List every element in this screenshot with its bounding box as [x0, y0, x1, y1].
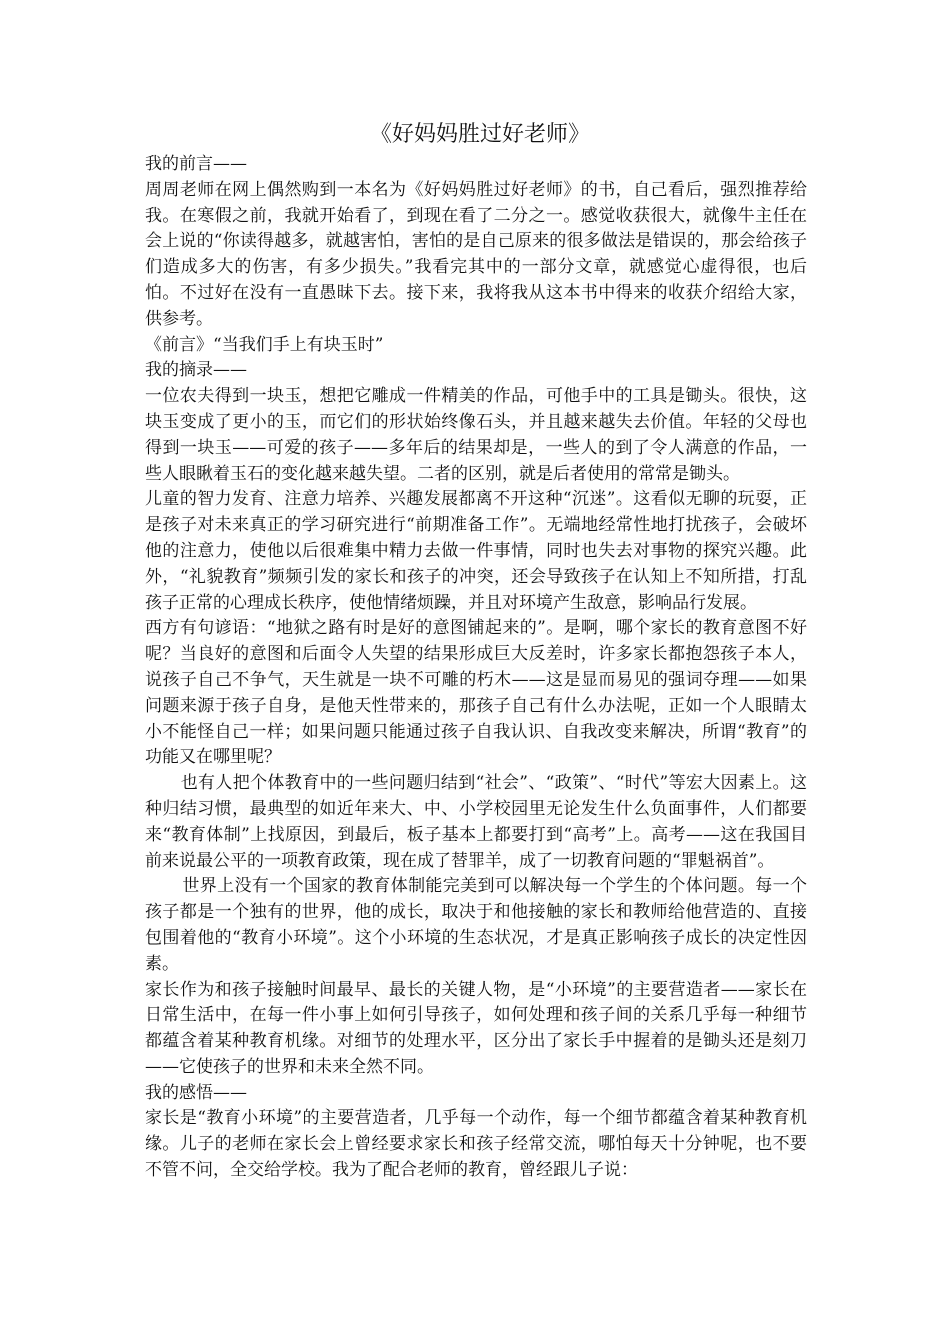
- chapter-heading: 《前言》“当我们手上有块玉时”: [145, 334, 384, 355]
- excerpt-paragraph-focus: 儿童的智力发育、注意力培养、兴趣发展都离不开这种“沉迷”。这看似无聊的玩耍，正是孩子对未来真正的学习研究进行“前期准备工作”。无端地经常性地打扰孩子，会破坏他的注意力，使他以后很难集中精力去做一件事情，同时也失去对事物的探究兴趣。此外，“礼貌教育”频频引发的家长和孩子的冲突，还会导致孩子在认知上不知所措，打乱孩子正常的心理成长秩序，使他情绪烦躁，并且对环境产生敌意，影响品行发展。: [145, 489, 807, 613]
- excerpt-paragraph-parents: 家长作为和孩子接触时间最早、最长的关键人物，是“小环境”的主要营造者——家长在日常生活中，在每一件小事上如何引导孩子，如何处理和孩子间的关系几乎每一种细节都蕴含着某种教育机缘。对细节的处理水平，区分出了家长手中握着的是锄头还是刻刀——它使孩子的世界和未来全然不同。: [145, 979, 807, 1077]
- document-title: 《好妈妈胜过好老师》: [369, 122, 590, 147]
- excerpt-paragraph-environment: 世界上没有一个国家的教育体制能完美到可以解决每一个学生的个体问题。每一个孩子都是一个独有的世界，他的成长，取决于和他接触的家长和教师给他营造的、直接包围着他的“教育小环境”。这个小环境的生态状况，才是真正影响孩子成长的决定性因素。: [145, 876, 807, 974]
- reflection-heading: 我的感悟——: [145, 1082, 247, 1103]
- excerpt-heading: 我的摘录——: [145, 360, 247, 381]
- excerpt-paragraph-jade: 一位农夫得到一块玉，想把它雕成一件精美的作品，可他手中的工具是锄头。很快，这块玉变成了更小的玉，而它们的形状始终像石头，并且越来越失去价值。年轻的父母也得到一块玉——可爱的孩子——多年后的结果却是，一些人的到了令人满意的作品，一些人眼瞅着玉石的变化越来越失望。二者的区别，就是后者使用的常常是锄头。: [145, 386, 807, 484]
- excerpt-paragraph-society: 也有人把个体教育中的一些问题归结到“社会”、“政策”、“时代”等宏大因素上。这种归结习惯，最典型的如近年来大、中、小学校园里无论发生什么负面事件，人们都要来“教育体制”上找原因，到最后，板子基本上都要打到“高考”上。高考——这在我国目前来说最公平的一项教育政策，现在成了替罪羊，成了一切教育问题的“罪魁祸首”。: [145, 773, 807, 871]
- document-page: [145, 118, 807, 1184]
- preface-heading: 我的前言——: [145, 154, 247, 174]
- reflection-paragraph: 家长是“教育小环境”的主要营造者，几乎每一个动作，每一个细节都蕴含着某种教育机缘。儿子的老师在家长会上曾经要求家长和孩子经常交流，哪怕每天十分钟呢，也不要不管不问，全交给学校。我为了配合老师的教育，曾经跟儿子说：: [145, 1108, 807, 1181]
- excerpt-paragraph-proverb: 西方有句谚语：“地狱之路有时是好的意图铺起来的”。是啊，哪个家长的教育意图不好呢？当良好的意图和后面令人失望的结果形成巨大反差时，许多家长都抱怨孩子本人，说孩子自己不争气，天生就是一块不可雕的朽木——这是显而易见的强词夺理——如果问题来源于孩子自身，是他天性带来的，那孩子自己有什么办法呢，正如一个人眼睛太小不能怪自己一样；如果问题只能通过孩子自我认识、自我改变来解决，所谓“教育”的功能又在哪里呢？: [145, 618, 807, 768]
- preface-paragraph: 周周老师在网上偶然购到一本名为《好妈妈胜过好老师》的书，自己看后，强烈推荐给我。在寒假之前，我就开始看了，到现在看了二分之一。感觉收获很大，就像牛主任在会上说的“你读得越多，就越害怕，害怕的是自己原来的很多做法是错误的，那会给孩子们造成多大的伤害，有多少损失。”我看完其中的一部分文章，就感觉心虚得很，也后怕。不过好在没有一直愚昧下去。接下来，我将我从这本书中得来的收获介绍给大家，供参考。: [145, 179, 807, 329]
